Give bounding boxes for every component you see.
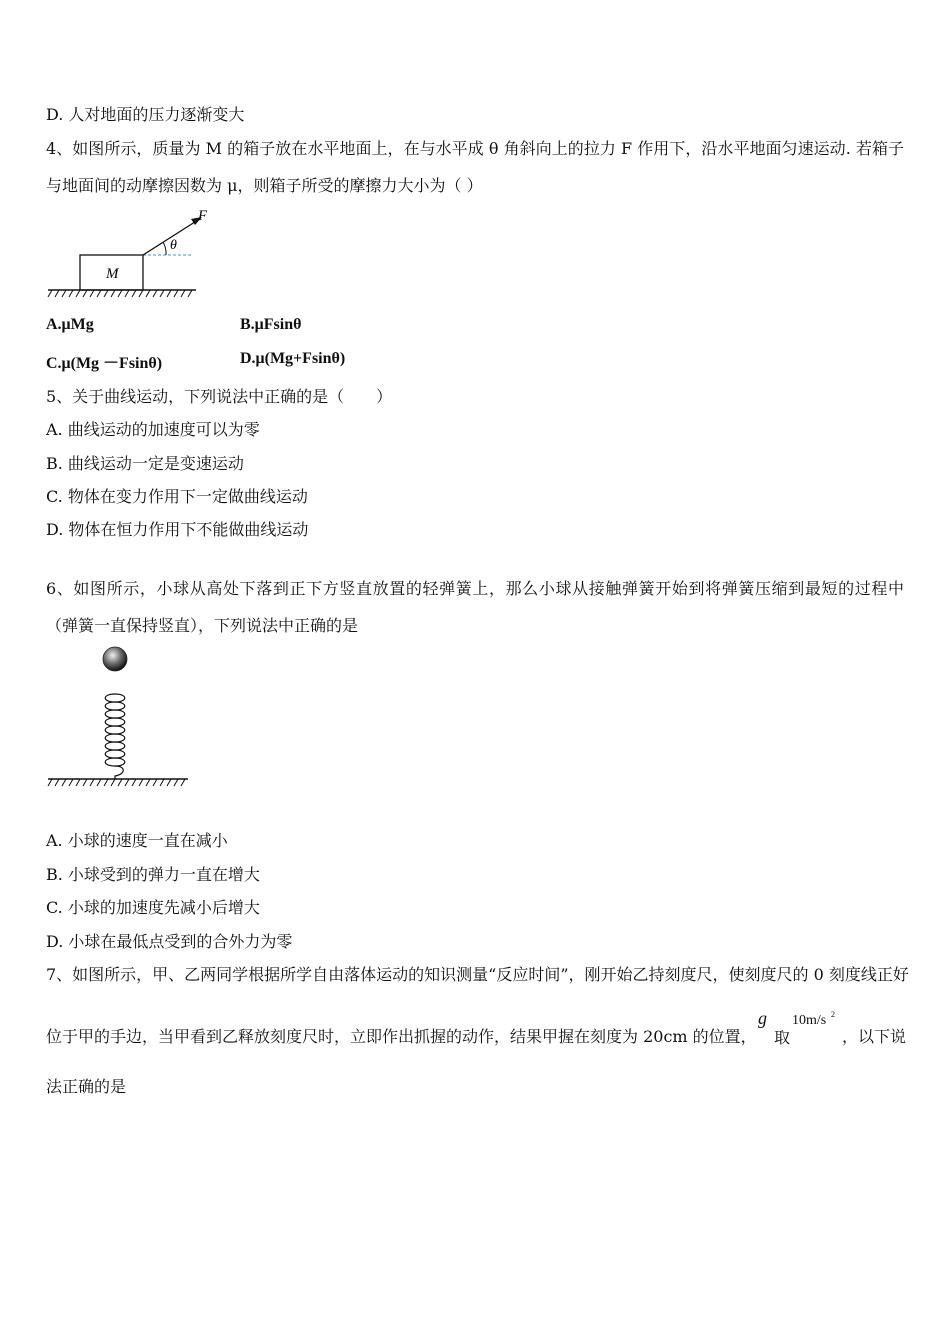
q5-option-c: C. 物体在变力作用下一定做曲线运动 bbox=[46, 487, 308, 506]
q5-option-d: D. 物体在恒力作用下不能做曲线运动 bbox=[46, 520, 309, 539]
q6-spring-figure bbox=[46, 642, 196, 794]
q5-stem: 5、关于曲线运动，下列说法中正确的是（ ） bbox=[46, 387, 393, 406]
q7-g-value: 10m/s bbox=[792, 1013, 827, 1028]
q7-stem-line3: 法正确的是 bbox=[46, 1077, 127, 1096]
q4-option-d: D.μ(Mg+Fsinθ) bbox=[240, 350, 346, 367]
q6-option-c: C. 小球的加速度先减小后增大 bbox=[46, 898, 260, 917]
q4-option-c: C.μ(Mg －Fsinθ) bbox=[46, 355, 163, 372]
q6-option-b: B. 小球受到的弹力一直在增大 bbox=[46, 865, 260, 884]
q7-take: 取 bbox=[774, 1028, 791, 1047]
q5-option-b: B. 曲线运动一定是变速运动 bbox=[46, 454, 244, 473]
q7-g-symbol: g bbox=[758, 1008, 767, 1028]
q7-g-exponent: 2 bbox=[831, 1010, 835, 1019]
q6-option-a: A. 小球的速度一直在减小 bbox=[46, 831, 228, 850]
q6-stem-line1: 6、如图所示，小球从高处下落到正下方竖直放置的轻弹簧上，那么小球从接触弹簧开始到将弹簧压缩到最短的过程中 bbox=[46, 579, 904, 598]
q4-option-b: B.μFsinθ bbox=[240, 316, 302, 333]
q6-spring bbox=[105, 694, 125, 779]
q6-ball bbox=[103, 647, 127, 671]
q4-stem-line2: 与地面间的动摩擦因数为 μ，则箱子所受的摩擦力大小为（ ） bbox=[46, 176, 483, 195]
q7-stem-line1: 7、如图所示，甲、乙两同学根据所学自由落体运动的知识测量“反应时间”，刚开始乙持刻度尺，使刻度尺的 0 刻度线正好 bbox=[46, 965, 909, 984]
q4-stem-line1: 4、如图所示，质量为 M 的箱子放在水平地面上，在与水平成 θ 角斜向上的拉力 F 作用下，沿水平地面匀速运动. 若箱子 bbox=[46, 139, 904, 158]
q6-option-d: D. 小球在最低点受到的合外力为零 bbox=[46, 932, 293, 951]
q4-force-label: F bbox=[197, 208, 207, 224]
q4-option-a: A.μMg bbox=[46, 316, 94, 333]
q4-box-label: M bbox=[106, 266, 119, 282]
q5-option-a: A. 曲线运动的加速度可以为零 bbox=[46, 420, 260, 439]
q7-stem-line2: 位于甲的手边，当甲看到乙释放刻度尺时，立即作出抓握的动作，结果甲握在刻度为 20cm 的位置， bbox=[46, 1027, 757, 1046]
q4-box-figure bbox=[46, 204, 206, 300]
q7-stem-line2-end: ，以下说 bbox=[842, 1027, 907, 1046]
q6-stem-line2: （弹簧一直保持竖直），下列说法中正确的是 bbox=[46, 616, 359, 635]
q4-angle-label: θ bbox=[170, 238, 177, 253]
q3-option-d: D. 人对地面的压力逐渐变大 bbox=[46, 105, 245, 124]
